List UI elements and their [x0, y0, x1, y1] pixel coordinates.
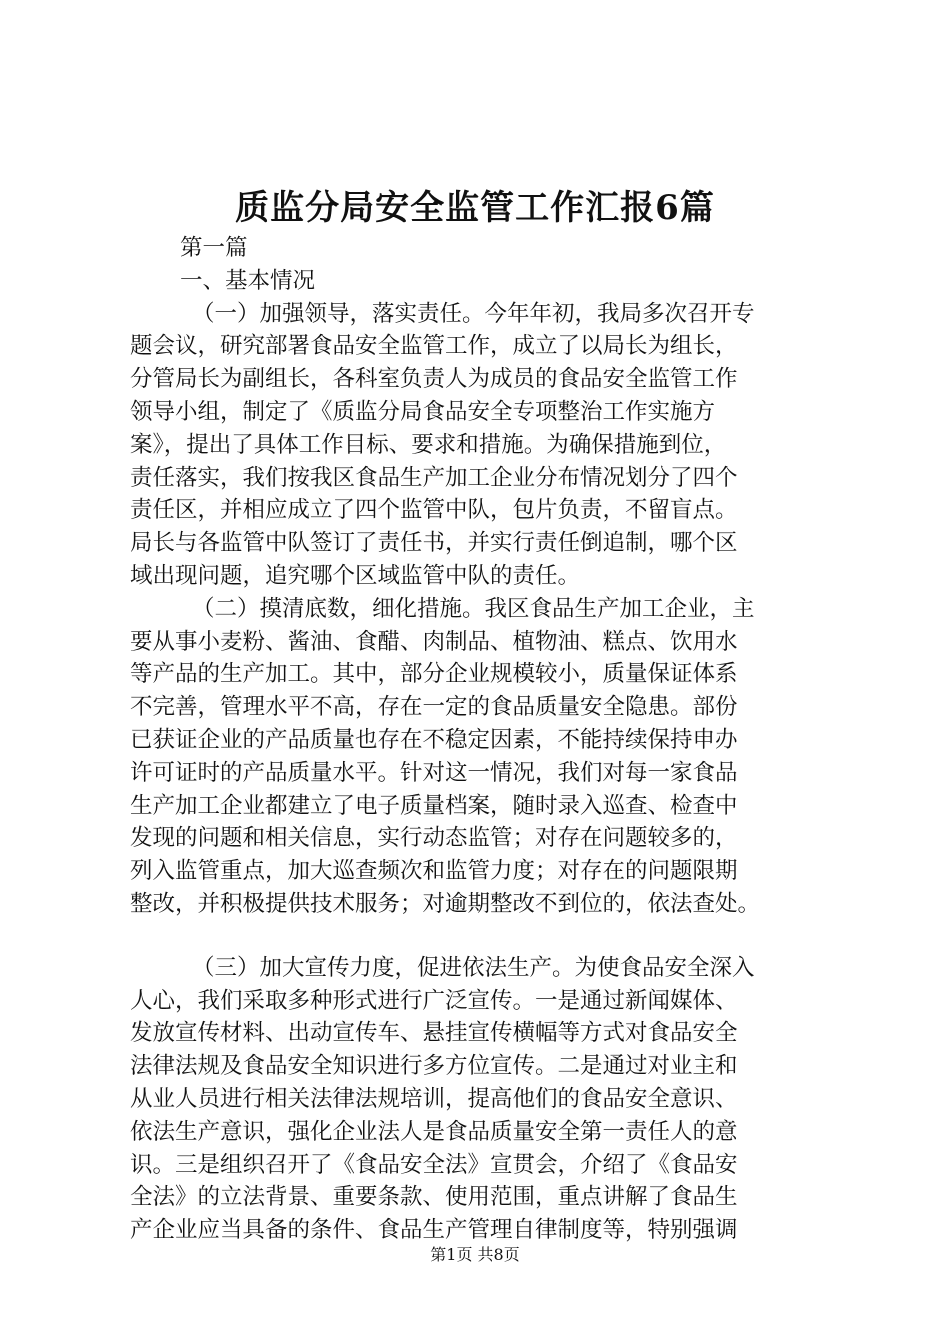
- subsection-heading: 一、基本情况: [180, 267, 316, 294]
- paragraph-line: 列入监管重点，加大巡查频次和监管力度；对存在的问题限期: [130, 858, 738, 885]
- page-footer: 第1页 共8页: [430, 1245, 520, 1264]
- paragraph-line: 等产品的生产加工。其中，部分企业规模较小，质量保证体系: [130, 661, 738, 688]
- paragraph-line: 人心，我们采取多种形式进行广泛宣传。一是通过新闻媒体、: [130, 987, 738, 1014]
- paragraph-line: 领导小组，制定了《质监分局食品安全专项整治工作实施方: [130, 398, 716, 425]
- paragraph-line: 责任落实，我们按我区食品生产加工企业分布情况划分了四个: [130, 464, 738, 491]
- paragraph-line: 依法生产意识，强化企业法人是食品质量安全第一责任人的意: [130, 1118, 738, 1145]
- paragraph-line: 要从事小麦粉、酱油、食醋、肉制品、植物油、糕点、饮用水: [130, 628, 738, 655]
- paragraph-line: 许可证时的产品质量水平。针对这一情况，我们对每一家食品: [130, 759, 738, 786]
- document-title: 质监分局安全监管工作汇报6篇: [235, 188, 715, 228]
- document-body: [130, 232, 830, 1247]
- paragraph-line: 生产加工企业都建立了电子质量档案，随时录入巡查、检查中: [130, 792, 738, 819]
- paragraph-line: （二）摸清底数，细化措施。我区食品生产加工企业，主: [192, 595, 755, 622]
- paragraph-line: 整改，并积极提供技术服务；对逾期整改不到位的，依法查处。: [130, 890, 761, 917]
- paragraph-line: 产企业应当具备的条件、食品生产管理自律制度等，特别强调: [130, 1217, 738, 1244]
- paragraph-line: 法律法规及食品安全知识进行多方位宣传。二是通过对业主和: [130, 1053, 738, 1080]
- paragraph-line: 识。三是组织召开了《食品安全法》宣贯会，介绍了《食品安: [130, 1151, 738, 1178]
- paragraph-line: 分管局长为副组长，各科室负责人为成员的食品安全监管工作: [130, 366, 738, 393]
- paragraph-gap: [130, 921, 830, 952]
- paragraph-line: 案》，提出了具体工作目标、要求和措施。为确保措施到位，: [130, 431, 727, 458]
- paragraph-line: 发放宣传材料、出动宣传车、悬挂宣传横幅等方式对食品安全: [130, 1020, 738, 1047]
- paragraph-line: 域出现问题，追究哪个区域监管中队的责任。: [130, 562, 581, 589]
- paragraph-line: （三）加大宣传力度，促进依法生产。为使食品安全深入: [192, 954, 755, 981]
- paragraph-line: （一）加强领导，落实责任。今年年初，我局多次召开专: [192, 300, 755, 327]
- paragraph-line: 责任区，并相应成立了四个监管中队，包片负责，不留盲点。: [130, 497, 738, 524]
- paragraph-line: 发现的问题和相关信息，实行动态监管；对存在问题较多的，: [130, 825, 738, 852]
- paragraph-line: 题会议，研究部署食品安全监管工作，成立了以局长为组长，: [130, 333, 738, 360]
- paragraph-line: 从业人员进行相关法律法规培训，提高他们的食品安全意识、: [130, 1085, 738, 1112]
- paragraph-line: 局长与各监管中队签订了责任书，并实行责任倒追制，哪个区: [130, 530, 738, 557]
- paragraph-line: 已获证企业的产品质量也存在不稳定因素，不能持续保持申办: [130, 726, 738, 753]
- paragraph-line: 不完善，管理水平不高，存在一定的食品质量安全隐患。部份: [130, 694, 738, 721]
- paragraph-line: 全法》的立法背景、重要条款、使用范围，重点讲解了食品生: [130, 1184, 738, 1211]
- section-heading: 第一篇: [180, 235, 248, 261]
